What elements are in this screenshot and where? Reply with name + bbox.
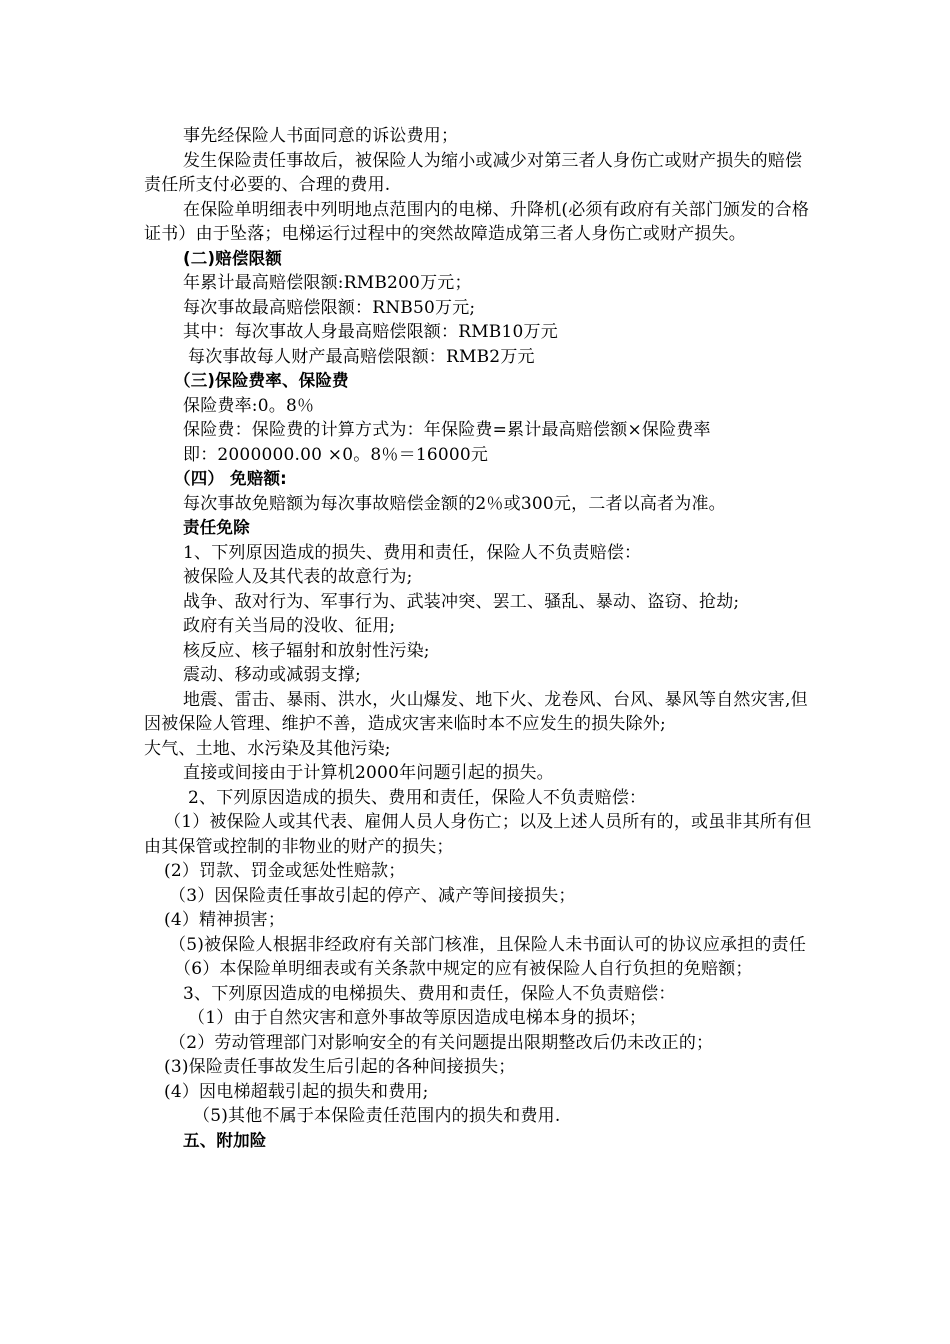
- paragraph: 年累计最高赔偿限额:RMB200万元；: [183, 273, 472, 293]
- paragraph: 核反应、核子辐射和放射性污染;: [183, 640, 430, 661]
- paragraph: （2）劳动管理部门对影响安全的有关问题提出限期整改后仍未改正的；: [169, 1032, 714, 1053]
- paragraph: （1）被保险人或其代表、雇佣人员人身伤亡；以及上述人员所有的，或虽非其所有但由其保管或控制的非物业的财产的损失；: [144, 812, 812, 857]
- section-heading: （三)保险费率、保险费: [174, 371, 349, 390]
- paragraph: （5)其他不属于本保险责任范围内的损失和费用.: [193, 1106, 561, 1126]
- paragraph: （3）因保险责任事故引起的停产、减产等间接损失；: [169, 885, 576, 906]
- paragraph: 1、下列原因造成的损失、费用和责任，保险人不负责赔偿：: [183, 542, 642, 563]
- paragraph: 每次事故最高赔偿限额：RNB50万元;: [183, 297, 476, 318]
- paragraph: 战争、敌对行为、军事行为、武装冲突、罢工、骚乱、暴动、盗窃、抢劫;: [183, 591, 740, 612]
- section-heading: (二)赔偿限额: [183, 248, 282, 268]
- paragraph: (3)保险责任事故发生后引起的各种间接损失；: [164, 1057, 516, 1077]
- paragraph: 每次事故免赔额为每次事故赔偿金额的2％或300元，二者以高者为准。: [183, 493, 726, 514]
- paragraph: 震动、移动或减弱支撑;: [183, 665, 361, 685]
- paragraph: 保险费：保险费的计算方式为：年保险费=累计最高赔偿额×保险费率: [183, 420, 711, 440]
- paragraph: 其中：每次事故人身最高赔偿限额：RMB10万元: [183, 322, 558, 342]
- paragraph: (4）因电梯超载引起的损失和费用;: [164, 1081, 429, 1102]
- section-heading: 五、附加险: [183, 1130, 267, 1150]
- paragraph: 地震、雷击、暴雨、洪水，火山爆发、地下火、龙卷风、台风、暴风等自然灾害,但因被保险人管理、维护不善，造成灾害来临时本不应发生的损失除外;: [144, 689, 808, 734]
- paragraph: 事先经保险人书面同意的诉讼费用；: [183, 126, 459, 146]
- paragraph: 政府有关当局的没收、征用;: [183, 616, 396, 636]
- paragraph: （1）由于自然灾害和意外事故等原因造成电梯本身的损坏；: [188, 1008, 647, 1028]
- paragraph: （6）本保险单明细表或有关条款中规定的应有被保险人自行负担的免赔额；: [174, 959, 753, 979]
- paragraph: 2、下列原因造成的损失、费用和责任，保险人不负责赔偿：: [188, 787, 647, 808]
- paragraph: (4）精神损害；: [164, 910, 286, 930]
- paragraph: 大气、土地、水污染及其他污染;: [144, 738, 391, 759]
- paragraph: 发生保险责任事故后，被保险人为缩小或减少对第三者人身伤亡或财产损失的赔偿责任所支付必要的、合理的费用.: [144, 150, 803, 195]
- paragraph: (2）罚款、罚金或惩处性赔款；: [164, 861, 406, 881]
- paragraph: 3、下列原因造成的电梯损失、费用和责任，保险人不负责赔偿：: [183, 983, 676, 1004]
- paragraph: 在保险单明细表中列明地点范围内的电梯、升降机(必须有政府有关部门颁发的合格证书）由于坠落；电梯运行过程中的突然故障造成第三者人身伤亡或财产损失。: [144, 199, 810, 244]
- paragraph: （5)被保险人根据非经政府有关部门核准，且保险人未书面认可的协议应承担的责任: [169, 934, 807, 955]
- paragraph: 即：2000000.00 ×0。8％＝16000元: [183, 444, 489, 465]
- section-heading: 责任免除: [183, 518, 250, 537]
- paragraph: 保险费率:0。8％: [183, 395, 315, 416]
- section-heading: （四） 免赔额:: [174, 469, 287, 488]
- paragraph: 被保险人及其代表的故意行为;: [183, 567, 413, 587]
- paragraph: 每次事故每人财产最高赔偿限额：RMB2万元: [188, 346, 535, 367]
- document-body: [144, 124, 812, 1153]
- paragraph: 直接或间接由于计算机2000年问题引起的损失。: [183, 763, 554, 783]
